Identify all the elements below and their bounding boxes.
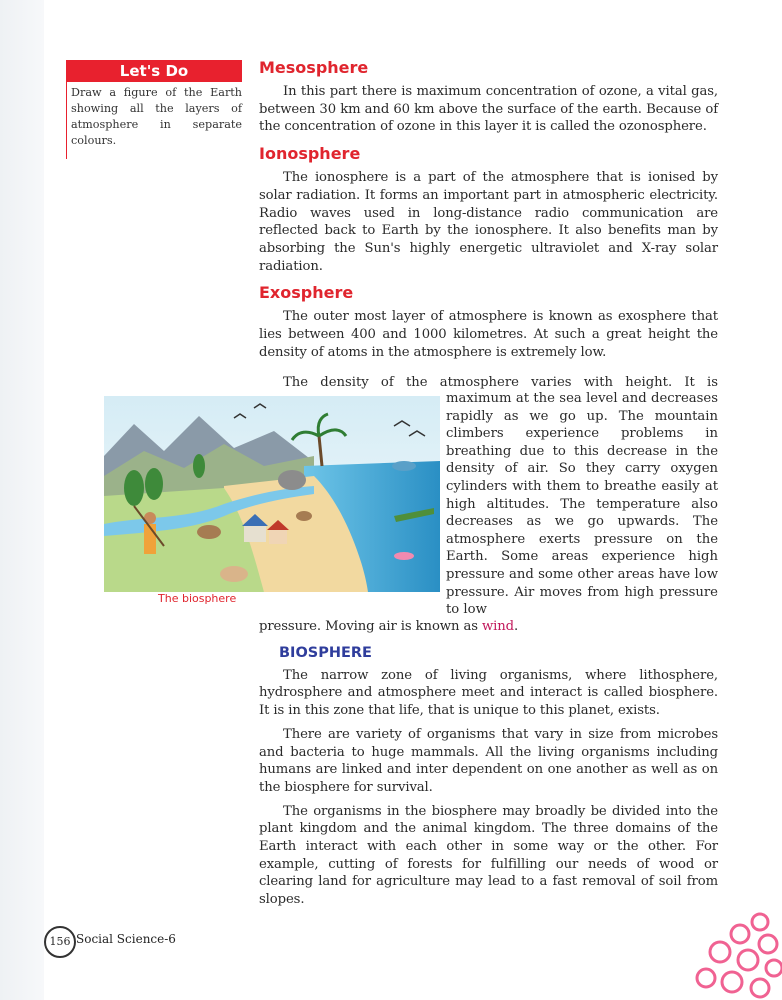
density-paragraph-wrapped: maximum at the sea level and decreases rapidly as we go up. The mountain climbers experience problems in breathing due to this decrease in the density of air. So they carry oxygen cylinders with them to breathe easily at high altitudes. The temperature also decreases as we go upwards. The atmosphere exerts pressure on the Earth. Some areas experience high pressure and some other areas have low pressure. Air moves from high pressure to low [446, 391, 718, 618]
ionosphere-heading: Ionosphere [259, 144, 361, 164]
exosphere-heading: Exosphere [259, 283, 354, 303]
decorative-circles-icon [690, 908, 782, 1000]
figure-caption: The biosphere [158, 592, 237, 605]
lets-do-box [66, 60, 242, 159]
mesosphere-paragraph: In this part there is maximum concentration of ozone, a vital gas, between 30 km and 60 km above the surface of the earth. Because of the concentration of ozone in this layer it is called the ozonosphere. [259, 84, 718, 135]
biosphere-paragraph-3: The organisms in the biosphere may broadly be divided into the plant kingdom and the animal kingdom. The three domains of the Earth interact with each other in some way or the other. For example, cutting of forests for fulfilling our needs of wood or clearing land for agriculture may lead to a fast removal of soil from slopes. [259, 803, 718, 908]
biosphere-illustration [104, 396, 440, 592]
biosphere-paragraph-1: The narrow zone of living organisms, where lithosphere, hydrosphere and atmosphere meet and interact is called biosphere. It is in this zone that life, that is unique to this planet, exists. [259, 667, 718, 719]
period: . [514, 619, 519, 634]
biosphere-heading: BIOSPHERE [279, 644, 372, 661]
main-column [259, 56, 718, 361]
density-paragraph-first-line: The density of the atmosphere varies with height. It is [283, 375, 718, 390]
exosphere-paragraph: The outer most layer of atmosphere is known as exosphere that lies between 400 and 1000 kilometres. At such a great height the density of atoms in the atmosphere is extremely low. [259, 309, 718, 360]
page-number: 156 [44, 926, 76, 958]
lets-do-text: Draw a figure of the Earth showing all the layers of atmosphere in separate colours. [66, 82, 242, 159]
lets-do-title: Let's Do [66, 60, 242, 82]
density-paragraph-end [259, 618, 718, 636]
book-title: Social Science-6 [76, 932, 176, 946]
ionosphere-paragraph: The ionosphere is a part of the atmosphere that is ionised by solar radiation. It forms an important part in atmospheric electricity. Radio waves used in long-distance radio communication are reflected back to Earth by the ionosphere. It also benefits man by absorbing the Sun's highly energetic ultraviolet and X-ray solar radiation. [259, 170, 718, 274]
biosphere-scene [104, 396, 440, 592]
left-margin-strip [0, 0, 44, 1000]
after-figure-section [259, 618, 718, 909]
density-paragraph-end-text: pressure. Moving air is known as [259, 619, 482, 634]
mesosphere-heading: Mesosphere [259, 58, 369, 77]
wind-keyword: wind [481, 619, 515, 634]
biosphere-paragraph-2: There are variety of organisms that vary in size from microbes and bacteria to huge mammals. All the living organisms including humans are linked and inter dependent on one another as well as on the biosphere for survival. [259, 726, 718, 795]
